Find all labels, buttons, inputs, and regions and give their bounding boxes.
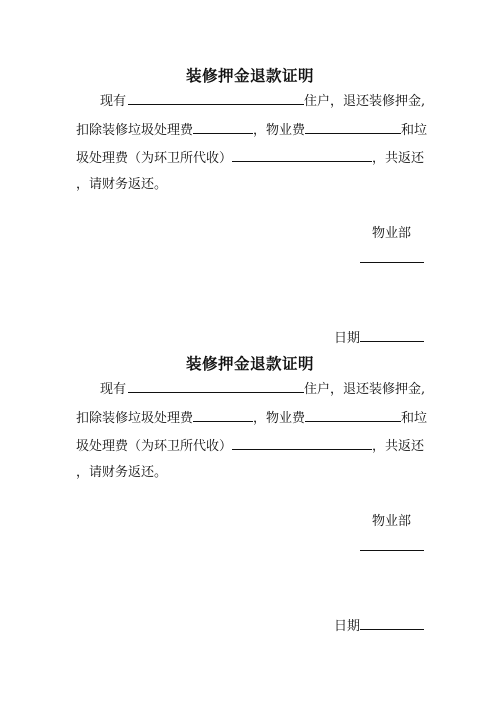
resident-blank[interactable]: [128, 90, 304, 105]
garbage-fee-blank[interactable]: [193, 119, 253, 134]
sanitation-fee-blank[interactable]: [232, 147, 372, 162]
garbage-fee-blank[interactable]: [193, 407, 253, 422]
form-title: 装修押金退款证明: [185, 66, 314, 85]
date-blank[interactable]: [360, 615, 424, 630]
date-label: 日期: [334, 331, 361, 346]
form-line-2: [76, 119, 436, 139]
text-existing: 现有: [100, 94, 127, 109]
text-resident-refund: 住户，退还装修押金,: [304, 94, 426, 109]
text-finance-refund: ，请财务返还。: [76, 465, 168, 480]
refund-form-1: [0, 0, 500, 346]
text-deduct-garbage: 扣除装修垃圾处理费: [76, 123, 194, 138]
property-fee-blank[interactable]: [305, 119, 401, 134]
date-row: [334, 615, 424, 634]
text-property-fee: ，物业费: [253, 123, 306, 138]
form-line-3: [76, 435, 436, 455]
text-deduct-garbage: 扣除装修垃圾处理费: [76, 411, 194, 426]
text-total-refund: ，共返还: [372, 151, 425, 166]
refund-form-2: [0, 288, 500, 634]
text-existing: 现有: [100, 382, 127, 397]
signature-blank[interactable]: [360, 262, 424, 263]
form-line-1: [76, 90, 436, 110]
form-line-1: [76, 378, 436, 398]
department-label: 物业部: [372, 226, 412, 241]
text-resident-refund: 住户，退还装修押金,: [304, 382, 426, 397]
form-title: 装修押金退款证明: [185, 354, 314, 373]
property-fee-blank[interactable]: [305, 407, 401, 422]
text-sanitation-fee: 圾处理费（为环卫所代收）: [76, 439, 233, 454]
sanitation-fee-blank[interactable]: [232, 435, 372, 450]
department-label: 物业部: [372, 514, 412, 529]
text-finance-refund: ，请财务返还。: [76, 177, 168, 192]
text-total-refund: ，共返还: [372, 439, 425, 454]
signature-blank[interactable]: [360, 550, 424, 551]
text-and: 和垃: [401, 123, 428, 138]
form-line-3: [76, 147, 436, 167]
form-line-4: [76, 175, 436, 195]
form-line-4: [76, 463, 436, 483]
date-label: 日期: [334, 619, 361, 634]
text-property-fee: ，物业费: [253, 411, 306, 426]
text-sanitation-fee: 圾处理费（为环卫所代收）: [76, 151, 233, 166]
resident-blank[interactable]: [128, 378, 304, 393]
text-and: 和垃: [401, 411, 428, 426]
form-line-2: [76, 407, 436, 427]
